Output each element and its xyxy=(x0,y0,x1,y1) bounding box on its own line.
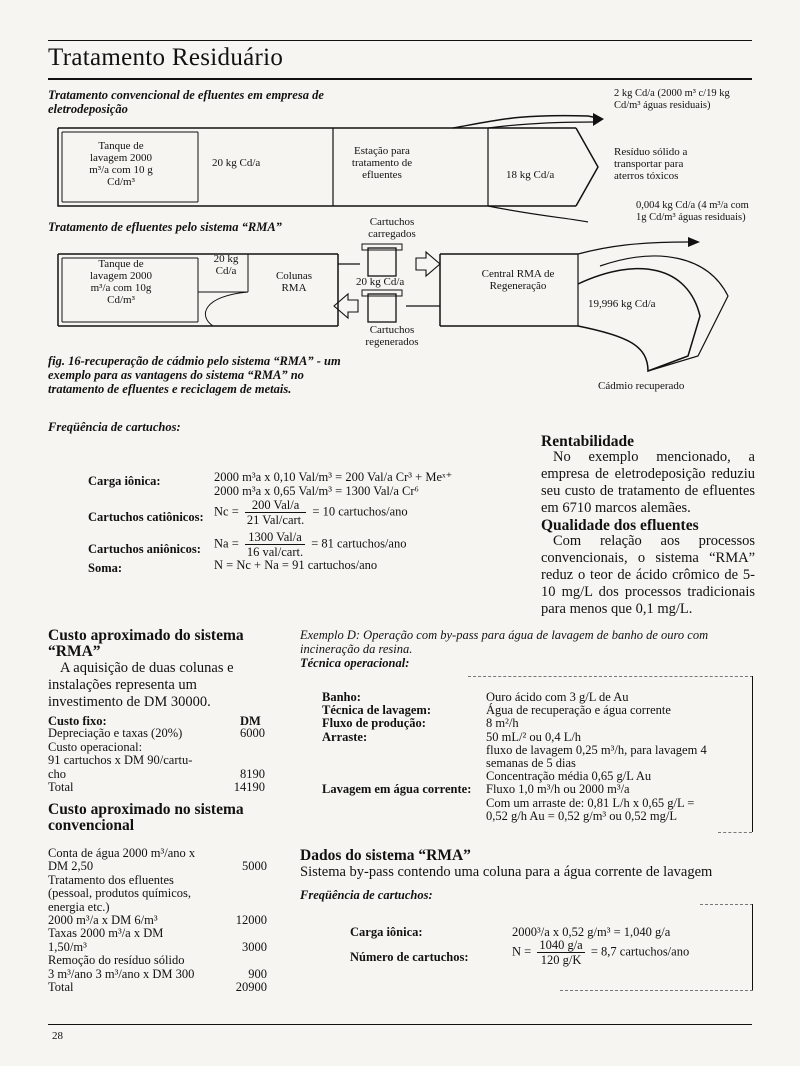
custo-fixo-label: Custo fixo: xyxy=(48,714,107,728)
exemplo-dash-top xyxy=(468,676,753,677)
dados-text: Sistema by-pass contendo uma coluna para a água corrente de lavagem xyxy=(300,864,713,880)
diagram1-heading: Tratamento convencional de efluentes em empresa de eletrodeposição xyxy=(48,88,324,116)
title-rule xyxy=(48,78,752,80)
exemplo-row-value: 8 m²/h xyxy=(486,716,519,731)
dados-heading: Dados do sistema “RMA” xyxy=(300,847,471,864)
exemplo-row-label: Arraste: xyxy=(322,729,368,744)
exemplo-row-label: Lavagem em água corrente: xyxy=(322,782,472,797)
dados-num-formula xyxy=(512,938,689,967)
d2-regenerated: Cartuchos regenerados xyxy=(365,324,419,348)
cat-label: Cartuchos catiônicos: xyxy=(88,510,204,524)
dados-carga-label: Carga iônica: xyxy=(350,925,423,939)
freq-heading: Freqüência de cartuchos: xyxy=(48,420,181,434)
diagram2-heading: Tratamento de efluentes pelo sistema “RMA” xyxy=(48,220,282,234)
custo-conv-row-value: 12000 xyxy=(235,913,267,927)
carga-line2: 2000 m³a x 0,65 Val/m³ = 1300 Val/a Cr⁶ xyxy=(214,484,419,498)
soma-label: Soma: xyxy=(88,561,123,575)
exemplo-tecnica: Técnica operacional: xyxy=(300,656,410,670)
custo-conv-row-value: 5000 xyxy=(242,859,267,874)
custo-conv-row-label: Tratamento dos efluentes xyxy=(48,872,174,887)
dados-bracket xyxy=(752,904,753,990)
custo-rma-row-value: 14190 xyxy=(233,780,265,794)
cat-den: 21 Val/cart. xyxy=(246,513,305,527)
d2-recovered: Cádmio recuperado xyxy=(598,380,685,392)
d1-tank: Tanque de lavagem 2000 m³/a com 10 g Cd/m³ xyxy=(89,140,153,188)
exemplo-heading: Exemplo D: Operação com by-pass para água de lavagem de banho de ouro com incineração da resina. xyxy=(300,628,709,656)
d1-out-top: 2 kg Cd/a (2000 m³ c/19 kg Cd/m³ águas residuais) xyxy=(614,88,730,111)
custo-rma-row-value: 8190 xyxy=(240,766,265,781)
custo-rma-row-label: cho xyxy=(48,766,67,781)
soma-value: N = Nc + Na = 91 cartuchos/ano xyxy=(214,558,378,572)
custo-conv-row-label: 3 m³/ano 3 m³/ano x DM 300 xyxy=(48,966,195,981)
an-fraction xyxy=(245,530,305,559)
d2-tank: Tanque de lavagem 2000 m³/a com 10g Cd/m³ xyxy=(89,258,152,306)
qualidade-heading: Qualidade dos efluentes xyxy=(541,517,699,534)
custo-conv-row-label: 1,50/m³ xyxy=(48,939,87,954)
exemplo-row-value: Fluxo 1,0 m³/h ou 2000 m³/a xyxy=(486,782,630,797)
exemplo-row-value: Água de recuperação e água corrente xyxy=(486,703,671,718)
custo-rma-row-label: 91 cartuchos x DM 90/cartu- xyxy=(48,753,193,767)
custo-conv-row-label: 2000 m³/a x DM 6/m³ xyxy=(48,913,158,927)
figure-caption: fig. 16-recuperação de cádmio pelo sistema “RMA” - um exemplo para as vantagens do sistema “RMA” no tratamento de efluentes e reciclagem de metais. xyxy=(48,354,341,396)
cat-rhs: = 10 cartuchos/ano xyxy=(312,504,408,519)
rentabilidade-text: No exemplo mencionado, a empresa de eletrodeposição reduziu seu custo de tratamento de efluentes em 6710 marcos alemães. xyxy=(541,449,755,516)
custo-conv-row-label: energia etc.) xyxy=(48,899,110,914)
custo-conv-row-value: 900 xyxy=(248,966,267,981)
exemplo-row-value: Ouro ácido com 3 g/L de Au xyxy=(486,690,629,704)
custo-rma-row-label: Total xyxy=(48,780,74,794)
exemplo-row-value: fluxo de lavagem 0,25 m³/h, para lavagem 4 xyxy=(486,742,707,757)
d1-flow1: 20 kg Cd/a xyxy=(212,157,261,169)
qualidade-text: Com relação aos processos convencionais, o sistema “RMA” reduz o teor de ácido crômico de 5-10 mg/L dos processos tradicionais para menos que 0,1 mg/L. xyxy=(541,533,755,617)
d2-flow2: 20 kg Cd/a xyxy=(356,276,405,288)
exemplo-row-value: semanas de 5 dias xyxy=(486,756,576,770)
custo-rma-row-value: 6000 xyxy=(240,726,265,740)
custo-conv-row-value: 3000 xyxy=(242,939,267,954)
dados-freq: Freqüência de cartuchos: xyxy=(300,888,433,902)
exemplo-row-label: Banho: xyxy=(322,690,361,704)
dados-dash-bottom xyxy=(560,990,753,991)
d2-out-top: 0,004 kg Cd/a (4 m³/a com 1g Cd/m³ águas residuais) xyxy=(636,200,749,223)
custo-conv-row-label: DM 2,50 xyxy=(48,859,94,874)
custo-rma-heading: Custo aproximado do sistema “RMA” xyxy=(48,627,244,660)
dados-num-label: Número de cartuchos: xyxy=(350,950,469,964)
exemplo-row-label: Técnica de lavagem: xyxy=(322,703,432,718)
dados-num-fraction xyxy=(537,938,584,967)
exemplo-bracket xyxy=(752,676,753,832)
custo-conv-row-label: Total xyxy=(48,980,74,994)
exemplo-row-value: 50 mL/² ou 0,4 L/h xyxy=(486,729,582,744)
custo-conv-row-label: (pessoal, produtos químicos, xyxy=(48,886,192,901)
an-label: Cartuchos aniônicos: xyxy=(88,542,201,556)
cat-lhs: Nc = xyxy=(214,504,239,519)
custo-dm-label: DM xyxy=(240,714,261,728)
dados-carga-value: 2000³/a x 0,52 g/m³ = 1,040 g/a xyxy=(512,925,671,939)
custo-conv-row-label: Remoção do resíduo sólido xyxy=(48,953,185,968)
cat-formula xyxy=(214,498,408,527)
exemplo-row-value: Com um arraste de: 0,81 L/h x 0,65 g/L = xyxy=(486,795,695,810)
d2-flow3: 19,996 kg Cd/a xyxy=(588,298,656,310)
exemplo-row-label: Fluxo de produção: xyxy=(322,716,426,731)
d2-columns: Colunas RMA xyxy=(275,270,313,294)
bottom-rule xyxy=(48,1024,752,1025)
d1-station: Estação para tratamento de efluentes xyxy=(351,145,413,181)
an-formula xyxy=(214,530,406,559)
custo-rma-intro: A aquisição de duas colunas e instalações representa um investimento de DM 30000. xyxy=(48,660,234,710)
an-lhs: Na = xyxy=(214,536,239,551)
custo-rma-row-label: Depreciação e taxas (20%) xyxy=(48,726,183,740)
dados-num-den: 120 g/K xyxy=(540,953,582,967)
dados-num-num: 1040 g/a xyxy=(539,938,583,952)
exemplo-row-value: Concentração média 0,65 g/L Au xyxy=(486,769,652,784)
dados-num-lhs: N = xyxy=(512,944,532,959)
an-num: 1300 Val/a xyxy=(245,530,305,545)
an-rhs: = 81 cartuchos/ano xyxy=(311,536,407,551)
page-number: 28 xyxy=(52,1030,63,1042)
d2-loaded: Cartuchos carregados xyxy=(368,216,416,240)
an-den: 16 val/cart. xyxy=(246,545,304,559)
custo-conv-row-value: 20900 xyxy=(235,980,267,994)
carga-label: Carga iônica: xyxy=(88,474,161,488)
dados-num-rhs: = 8,7 cartuchos/ano xyxy=(590,944,690,959)
d1-out-right: Resíduo sólido a transportar para aterros tóxicos xyxy=(614,146,688,182)
top-rule xyxy=(48,40,752,41)
cat-num: 200 Val/a xyxy=(245,498,306,513)
cat-fraction xyxy=(245,498,306,527)
custo-conv-row-label: Conta de água 2000 m³/ano x xyxy=(48,846,196,860)
custo-conv-row-label: Taxas 2000 m³/a x DM xyxy=(48,926,164,941)
exemplo-dash-bottom xyxy=(718,832,752,833)
d2-flow1: 20 kg Cd/a xyxy=(213,253,239,277)
dados-dash-top xyxy=(700,904,753,905)
exemplo-row-value: 0,52 g/h Au = 0,52 g/m³ ou 0,52 mg/L xyxy=(486,808,678,823)
rentabilidade-heading: Rentabilidade xyxy=(541,433,635,450)
d2-central: Central RMA de Regeneração xyxy=(481,268,555,292)
custo-rma-row-label: Custo operacional: xyxy=(48,739,143,754)
d1-flow2: 18 kg Cd/a xyxy=(506,169,555,181)
custo-conv-heading: Custo aproximado no sistema convencional xyxy=(48,801,244,834)
carga-line1: 2000 m³a x 0,10 Val/m³ = 200 Val/a Cr³ + Meˣ⁺ xyxy=(214,470,453,484)
page-title: Tratamento Residuário xyxy=(48,44,284,71)
